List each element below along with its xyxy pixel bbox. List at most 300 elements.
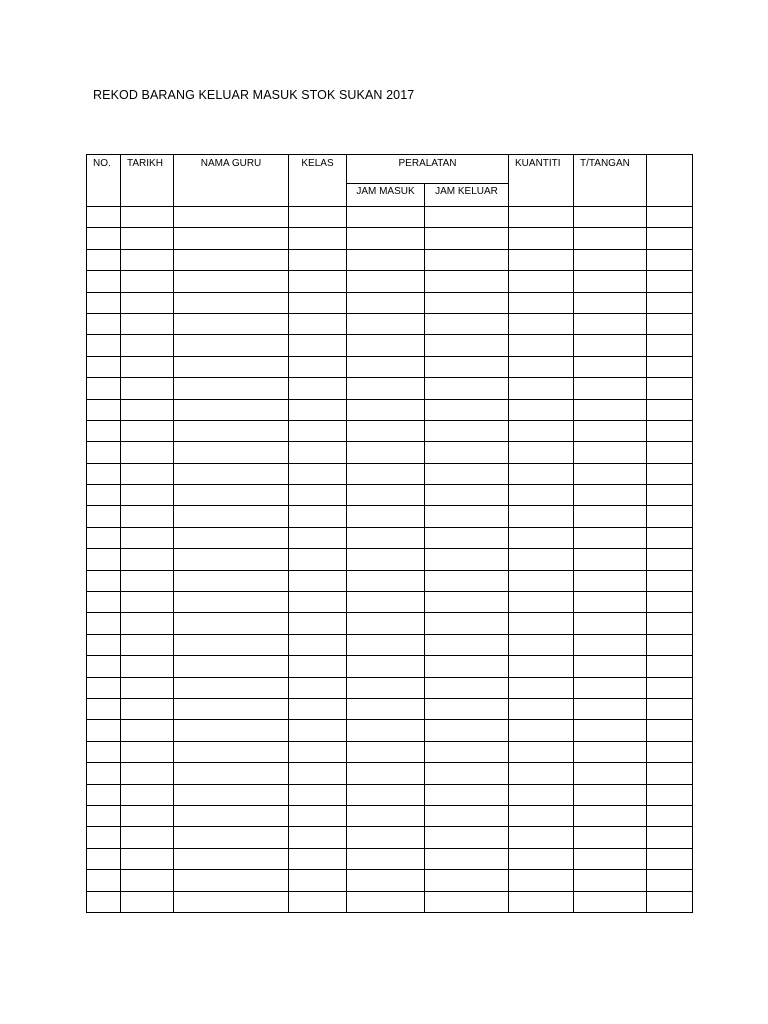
cell-t-tangan <box>574 249 647 270</box>
cell-kuantiti <box>509 420 574 441</box>
cell-no <box>87 420 121 441</box>
cell-kelas <box>289 335 347 356</box>
cell-tarikh <box>121 741 174 762</box>
cell-t-tangan <box>574 356 647 377</box>
cell-extra <box>647 506 693 527</box>
header-kelas: KELAS <box>289 155 347 207</box>
cell-kuantiti <box>509 848 574 869</box>
cell-extra <box>647 271 693 292</box>
header-peralatan: PERALATAN <box>347 155 509 184</box>
cell-kelas <box>289 805 347 826</box>
cell-nama-guru <box>174 720 289 741</box>
table-row <box>87 848 693 869</box>
cell-nama-guru <box>174 442 289 463</box>
cell-extra <box>647 527 693 548</box>
cell-nama-guru <box>174 698 289 719</box>
cell-kuantiti <box>509 549 574 570</box>
cell-t-tangan <box>574 549 647 570</box>
cell-jam-masuk <box>347 848 425 869</box>
cell-nama-guru <box>174 805 289 826</box>
cell-extra <box>647 592 693 613</box>
cell-t-tangan <box>574 335 647 356</box>
cell-jam-masuk <box>347 741 425 762</box>
cell-kelas <box>289 228 347 249</box>
cell-jam-masuk <box>347 442 425 463</box>
cell-jam-masuk <box>347 313 425 334</box>
cell-tarikh <box>121 827 174 848</box>
cell-t-tangan <box>574 378 647 399</box>
cell-tarikh <box>121 249 174 270</box>
cell-jam-masuk <box>347 356 425 377</box>
cell-no <box>87 720 121 741</box>
table-row <box>87 271 693 292</box>
cell-kelas <box>289 848 347 869</box>
cell-jam-keluar <box>425 634 509 655</box>
cell-kuantiti <box>509 249 574 270</box>
table-row <box>87 570 693 591</box>
cell-kelas <box>289 292 347 313</box>
table-row <box>87 763 693 784</box>
table-body <box>87 207 693 913</box>
cell-jam-masuk <box>347 207 425 228</box>
cell-nama-guru <box>174 292 289 313</box>
cell-t-tangan <box>574 870 647 891</box>
cell-no <box>87 763 121 784</box>
cell-jam-masuk <box>347 763 425 784</box>
cell-kelas <box>289 378 347 399</box>
cell-kuantiti <box>509 207 574 228</box>
cell-kelas <box>289 827 347 848</box>
cell-t-tangan <box>574 848 647 869</box>
cell-extra <box>647 335 693 356</box>
cell-jam-masuk <box>347 549 425 570</box>
cell-no <box>87 249 121 270</box>
cell-no <box>87 805 121 826</box>
cell-tarikh <box>121 870 174 891</box>
header-jam-masuk: JAM MASUK <box>347 184 425 207</box>
cell-jam-masuk <box>347 720 425 741</box>
cell-no <box>87 891 121 912</box>
cell-tarikh <box>121 698 174 719</box>
header-tarikh: TARIKH <box>121 155 174 207</box>
header-nama-guru: NAMA GURU <box>174 155 289 207</box>
cell-nama-guru <box>174 656 289 677</box>
cell-kelas <box>289 506 347 527</box>
cell-nama-guru <box>174 249 289 270</box>
cell-no <box>87 463 121 484</box>
cell-kelas <box>289 677 347 698</box>
table-row <box>87 870 693 891</box>
cell-tarikh <box>121 634 174 655</box>
cell-extra <box>647 741 693 762</box>
cell-extra <box>647 763 693 784</box>
cell-no <box>87 506 121 527</box>
cell-kelas <box>289 271 347 292</box>
cell-jam-keluar <box>425 698 509 719</box>
cell-no <box>87 592 121 613</box>
cell-extra <box>647 720 693 741</box>
cell-kuantiti <box>509 356 574 377</box>
cell-kelas <box>289 527 347 548</box>
cell-jam-masuk <box>347 485 425 506</box>
cell-no <box>87 356 121 377</box>
cell-kelas <box>289 656 347 677</box>
cell-jam-keluar <box>425 613 509 634</box>
cell-jam-masuk <box>347 677 425 698</box>
cell-jam-keluar <box>425 549 509 570</box>
cell-kuantiti <box>509 827 574 848</box>
table-row <box>87 420 693 441</box>
table-row <box>87 399 693 420</box>
cell-kelas <box>289 249 347 270</box>
cell-no <box>87 292 121 313</box>
cell-kelas <box>289 592 347 613</box>
cell-jam-masuk <box>347 249 425 270</box>
table-row <box>87 228 693 249</box>
table-row <box>87 378 693 399</box>
cell-nama-guru <box>174 549 289 570</box>
cell-extra <box>647 549 693 570</box>
cell-t-tangan <box>574 485 647 506</box>
cell-jam-keluar <box>425 848 509 869</box>
cell-jam-keluar <box>425 442 509 463</box>
cell-kuantiti <box>509 228 574 249</box>
cell-jam-masuk <box>347 570 425 591</box>
cell-jam-masuk <box>347 891 425 912</box>
cell-kelas <box>289 549 347 570</box>
cell-jam-keluar <box>425 356 509 377</box>
cell-no <box>87 399 121 420</box>
cell-jam-masuk <box>347 228 425 249</box>
cell-no <box>87 656 121 677</box>
cell-nama-guru <box>174 485 289 506</box>
cell-nama-guru <box>174 207 289 228</box>
cell-nama-guru <box>174 763 289 784</box>
cell-no <box>87 207 121 228</box>
cell-jam-masuk <box>347 506 425 527</box>
cell-jam-keluar <box>425 570 509 591</box>
cell-no <box>87 827 121 848</box>
cell-kuantiti <box>509 378 574 399</box>
cell-jam-keluar <box>425 891 509 912</box>
cell-extra <box>647 356 693 377</box>
cell-kuantiti <box>509 720 574 741</box>
cell-jam-masuk <box>347 399 425 420</box>
table-row <box>87 292 693 313</box>
cell-jam-masuk <box>347 634 425 655</box>
cell-kelas <box>289 399 347 420</box>
cell-kuantiti <box>509 399 574 420</box>
cell-jam-keluar <box>425 763 509 784</box>
cell-no <box>87 784 121 805</box>
cell-t-tangan <box>574 420 647 441</box>
cell-nama-guru <box>174 313 289 334</box>
cell-extra <box>647 570 693 591</box>
cell-tarikh <box>121 805 174 826</box>
cell-nama-guru <box>174 891 289 912</box>
cell-no <box>87 378 121 399</box>
table-row <box>87 356 693 377</box>
cell-jam-masuk <box>347 335 425 356</box>
table-row <box>87 656 693 677</box>
cell-nama-guru <box>174 613 289 634</box>
cell-kelas <box>289 463 347 484</box>
cell-jam-keluar <box>425 399 509 420</box>
table-row <box>87 549 693 570</box>
cell-kelas <box>289 313 347 334</box>
cell-kelas <box>289 420 347 441</box>
cell-extra <box>647 249 693 270</box>
cell-tarikh <box>121 570 174 591</box>
cell-tarikh <box>121 592 174 613</box>
cell-extra <box>647 805 693 826</box>
cell-tarikh <box>121 442 174 463</box>
cell-nama-guru <box>174 677 289 698</box>
cell-jam-keluar <box>425 741 509 762</box>
cell-nama-guru <box>174 784 289 805</box>
table-row <box>87 442 693 463</box>
cell-jam-masuk <box>347 613 425 634</box>
cell-nama-guru <box>174 827 289 848</box>
table-row <box>87 741 693 762</box>
cell-t-tangan <box>574 271 647 292</box>
cell-kuantiti <box>509 698 574 719</box>
cell-kuantiti <box>509 784 574 805</box>
cell-jam-keluar <box>425 249 509 270</box>
cell-extra <box>647 228 693 249</box>
cell-nama-guru <box>174 228 289 249</box>
cell-kelas <box>289 870 347 891</box>
cell-tarikh <box>121 420 174 441</box>
cell-kuantiti <box>509 570 574 591</box>
cell-extra <box>647 634 693 655</box>
cell-t-tangan <box>574 720 647 741</box>
cell-jam-keluar <box>425 228 509 249</box>
table-row <box>87 249 693 270</box>
cell-t-tangan <box>574 527 647 548</box>
cell-jam-keluar <box>425 870 509 891</box>
cell-kuantiti <box>509 805 574 826</box>
cell-tarikh <box>121 463 174 484</box>
cell-t-tangan <box>574 891 647 912</box>
cell-kelas <box>289 891 347 912</box>
table-row <box>87 827 693 848</box>
cell-jam-keluar <box>425 506 509 527</box>
cell-jam-keluar <box>425 271 509 292</box>
cell-t-tangan <box>574 313 647 334</box>
cell-tarikh <box>121 356 174 377</box>
cell-nama-guru <box>174 378 289 399</box>
cell-t-tangan <box>574 677 647 698</box>
cell-no <box>87 677 121 698</box>
table-row <box>87 891 693 912</box>
cell-jam-keluar <box>425 656 509 677</box>
table-row <box>87 698 693 719</box>
cell-no <box>87 848 121 869</box>
cell-extra <box>647 313 693 334</box>
cell-jam-masuk <box>347 592 425 613</box>
cell-nama-guru <box>174 527 289 548</box>
cell-jam-keluar <box>425 784 509 805</box>
cell-tarikh <box>121 613 174 634</box>
cell-tarikh <box>121 506 174 527</box>
table-row <box>87 677 693 698</box>
cell-nama-guru <box>174 271 289 292</box>
cell-jam-keluar <box>425 463 509 484</box>
cell-tarikh <box>121 848 174 869</box>
header-t-tangan: T/TANGAN <box>574 155 647 207</box>
table-row <box>87 207 693 228</box>
cell-kelas <box>289 613 347 634</box>
stock-record-table <box>86 154 693 913</box>
cell-t-tangan <box>574 827 647 848</box>
cell-jam-keluar <box>425 677 509 698</box>
cell-t-tangan <box>574 698 647 719</box>
cell-jam-keluar <box>425 207 509 228</box>
document-title: REKOD BARANG KELUAR MASUK STOK SUKAN 2017 <box>93 88 415 102</box>
cell-tarikh <box>121 335 174 356</box>
cell-jam-keluar <box>425 827 509 848</box>
cell-no <box>87 613 121 634</box>
cell-extra <box>647 442 693 463</box>
cell-extra <box>647 848 693 869</box>
cell-tarikh <box>121 763 174 784</box>
cell-tarikh <box>121 378 174 399</box>
cell-tarikh <box>121 720 174 741</box>
cell-nama-guru <box>174 870 289 891</box>
table-row <box>87 485 693 506</box>
cell-kelas <box>289 207 347 228</box>
header-kuantiti: KUANTITI <box>509 155 574 207</box>
cell-extra <box>647 399 693 420</box>
cell-tarikh <box>121 485 174 506</box>
cell-tarikh <box>121 784 174 805</box>
cell-tarikh <box>121 549 174 570</box>
table-header-row <box>87 155 693 184</box>
cell-nama-guru <box>174 634 289 655</box>
cell-tarikh <box>121 527 174 548</box>
cell-extra <box>647 613 693 634</box>
header-extra <box>647 155 693 207</box>
cell-no <box>87 271 121 292</box>
cell-t-tangan <box>574 805 647 826</box>
cell-t-tangan <box>574 656 647 677</box>
cell-jam-masuk <box>347 827 425 848</box>
cell-tarikh <box>121 656 174 677</box>
cell-kuantiti <box>509 613 574 634</box>
table-row <box>87 335 693 356</box>
table-row <box>87 506 693 527</box>
cell-jam-masuk <box>347 527 425 548</box>
cell-jam-keluar <box>425 335 509 356</box>
cell-t-tangan <box>574 570 647 591</box>
cell-jam-keluar <box>425 592 509 613</box>
cell-jam-keluar <box>425 378 509 399</box>
cell-nama-guru <box>174 592 289 613</box>
cell-kuantiti <box>509 592 574 613</box>
cell-nama-guru <box>174 463 289 484</box>
cell-nama-guru <box>174 506 289 527</box>
cell-extra <box>647 656 693 677</box>
cell-tarikh <box>121 677 174 698</box>
cell-extra <box>647 677 693 698</box>
cell-jam-masuk <box>347 271 425 292</box>
cell-kelas <box>289 356 347 377</box>
cell-no <box>87 335 121 356</box>
cell-kuantiti <box>509 527 574 548</box>
cell-nama-guru <box>174 399 289 420</box>
cell-jam-keluar <box>425 420 509 441</box>
cell-no <box>87 485 121 506</box>
cell-jam-keluar <box>425 313 509 334</box>
cell-kuantiti <box>509 870 574 891</box>
cell-nama-guru <box>174 420 289 441</box>
cell-extra <box>647 485 693 506</box>
cell-kelas <box>289 741 347 762</box>
cell-no <box>87 549 121 570</box>
table-row <box>87 463 693 484</box>
cell-kuantiti <box>509 891 574 912</box>
cell-extra <box>647 420 693 441</box>
cell-kuantiti <box>509 506 574 527</box>
table-row <box>87 784 693 805</box>
cell-kuantiti <box>509 656 574 677</box>
cell-kuantiti <box>509 463 574 484</box>
cell-t-tangan <box>574 463 647 484</box>
cell-t-tangan <box>574 613 647 634</box>
cell-extra <box>647 207 693 228</box>
cell-t-tangan <box>574 634 647 655</box>
table-row <box>87 313 693 334</box>
cell-kuantiti <box>509 442 574 463</box>
cell-extra <box>647 827 693 848</box>
cell-kelas <box>289 784 347 805</box>
cell-t-tangan <box>574 292 647 313</box>
cell-no <box>87 313 121 334</box>
cell-kelas <box>289 570 347 591</box>
cell-kelas <box>289 634 347 655</box>
cell-kuantiti <box>509 335 574 356</box>
cell-jam-keluar <box>425 720 509 741</box>
cell-tarikh <box>121 399 174 420</box>
cell-extra <box>647 698 693 719</box>
table-row <box>87 613 693 634</box>
cell-kelas <box>289 763 347 784</box>
cell-kuantiti <box>509 634 574 655</box>
cell-t-tangan <box>574 763 647 784</box>
cell-jam-keluar <box>425 292 509 313</box>
table-row <box>87 592 693 613</box>
cell-no <box>87 870 121 891</box>
cell-kuantiti <box>509 677 574 698</box>
cell-nama-guru <box>174 848 289 869</box>
cell-tarikh <box>121 228 174 249</box>
cell-tarikh <box>121 292 174 313</box>
cell-jam-masuk <box>347 656 425 677</box>
cell-jam-masuk <box>347 378 425 399</box>
cell-jam-masuk <box>347 463 425 484</box>
cell-t-tangan <box>574 442 647 463</box>
table-row <box>87 720 693 741</box>
cell-kuantiti <box>509 763 574 784</box>
cell-extra <box>647 292 693 313</box>
cell-jam-keluar <box>425 805 509 826</box>
cell-jam-masuk <box>347 805 425 826</box>
cell-tarikh <box>121 271 174 292</box>
cell-t-tangan <box>574 228 647 249</box>
cell-no <box>87 442 121 463</box>
cell-kuantiti <box>509 292 574 313</box>
